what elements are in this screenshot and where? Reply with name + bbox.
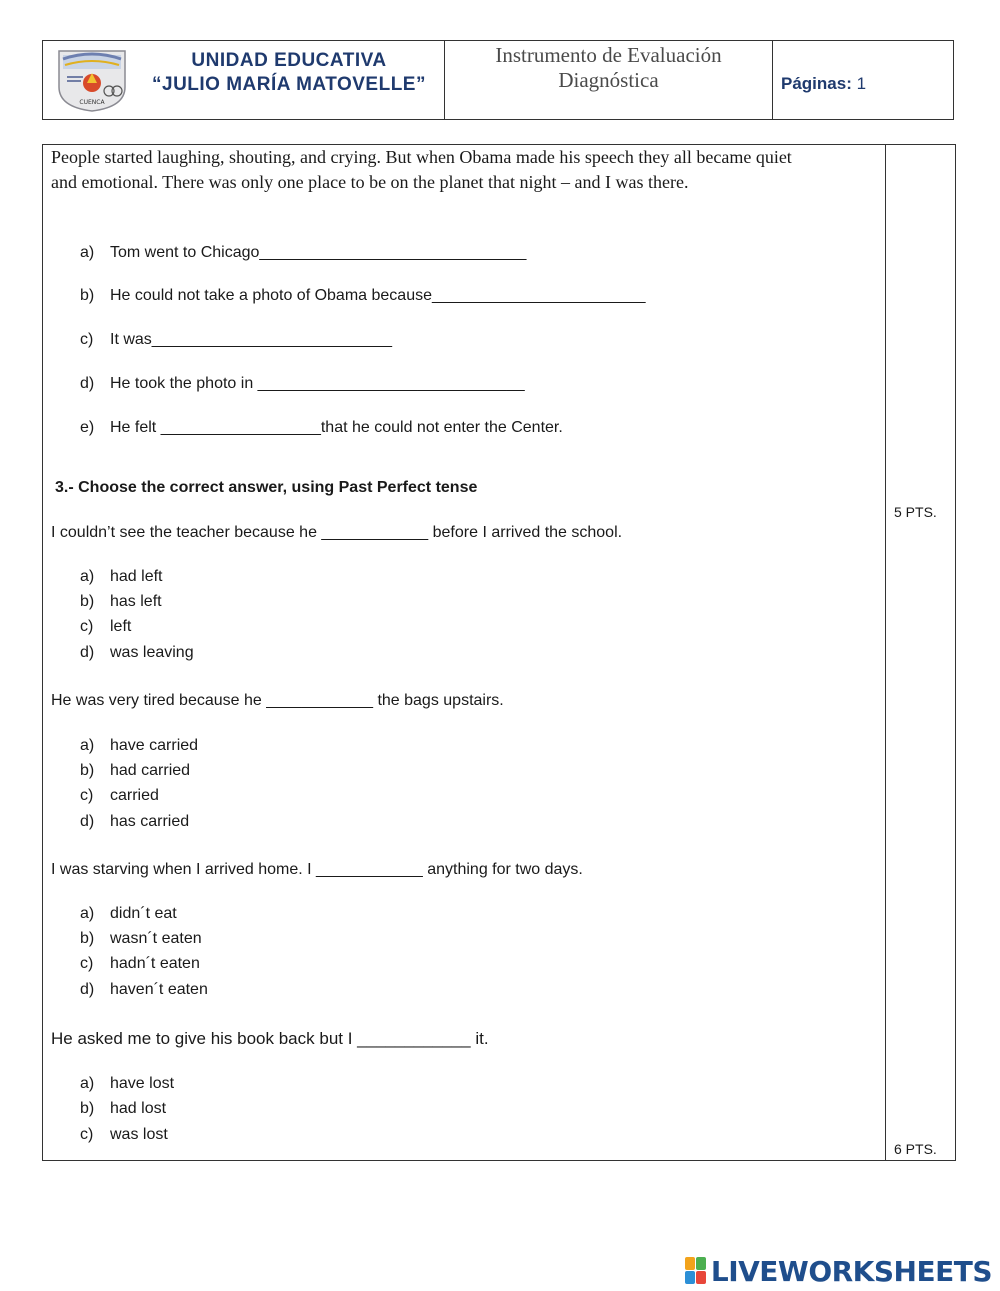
option-item <box>80 787 159 805</box>
option-label: d) <box>80 644 95 661</box>
option-label: c) <box>80 618 94 635</box>
option-label: a) <box>80 905 95 922</box>
option-label: a) <box>80 737 95 754</box>
option-item <box>80 1075 174 1093</box>
option-item <box>80 930 202 948</box>
q2-stem: He was very tired because he ____________ the bags upstairs. <box>51 692 504 709</box>
question-text: It was___________________________ <box>110 331 393 348</box>
reading-line-1: People started laughing, shouting, and crying. But when Obama made his speech they all became quiet <box>51 147 792 167</box>
option-label: c) <box>80 1126 94 1143</box>
option-text: hadn´t eaten <box>110 955 200 972</box>
question-label: a) <box>80 244 95 261</box>
option-text: didn´t eat <box>110 905 177 922</box>
option-text: has left <box>110 593 162 610</box>
option-item <box>80 955 200 973</box>
question-label: c) <box>80 331 94 348</box>
question-label: e) <box>80 419 95 436</box>
points-section3: 6 PTS. <box>894 1141 937 1157</box>
question2-item <box>80 375 525 393</box>
question-label: b) <box>80 287 95 304</box>
q4-stem: He asked me to give his book back but I ____________ it. <box>51 1029 489 1048</box>
option-text: had left <box>110 568 163 585</box>
points-section2: 5 PTS. <box>894 504 937 520</box>
option-text: have carried <box>110 737 199 754</box>
pages-cell <box>773 41 955 119</box>
school-name-line2: “JULIO MARÍA MATOVELLE” <box>152 74 426 95</box>
logo-caption: CUENCA <box>79 99 105 106</box>
option-label: d) <box>80 981 95 998</box>
option-text: was lost <box>110 1126 168 1143</box>
option-label: a) <box>80 1075 95 1092</box>
option-label: b) <box>80 930 95 947</box>
instrument-title-line2: Diagnóstica <box>558 68 659 92</box>
option-label: b) <box>80 762 95 779</box>
option-item <box>80 762 190 780</box>
option-text: had lost <box>110 1100 167 1117</box>
option-text: has carried <box>110 813 190 830</box>
pages-label: Páginas: <box>781 74 852 93</box>
reading-passage <box>51 145 881 195</box>
q3-stem: I was starving when I arrived home. I ____________ anything for two days. <box>51 861 583 878</box>
question2-item <box>80 419 563 437</box>
liveworksheets-logo-icon <box>685 1257 707 1285</box>
option-label: d) <box>80 813 95 830</box>
pages-indicator <box>781 74 866 94</box>
option-item <box>80 1100 166 1118</box>
question-text: He took the photo in ______________________________ <box>110 375 525 392</box>
question-text: He felt __________________that he could not enter the Center. <box>110 419 563 436</box>
option-item <box>80 737 198 755</box>
option-item <box>80 568 162 586</box>
option-item <box>80 618 131 636</box>
question2-item <box>80 287 646 305</box>
instrument-cell <box>445 41 773 119</box>
option-label: c) <box>80 955 94 972</box>
question-text: Tom went to Chicago______________________________ <box>110 244 527 261</box>
option-text: left <box>110 618 132 635</box>
school-name-line1: UNIDAD EDUCATIVA <box>191 50 387 71</box>
header-table <box>42 40 954 120</box>
option-label: c) <box>80 787 94 804</box>
option-item <box>80 813 189 831</box>
option-text: was leaving <box>110 644 194 661</box>
option-text: have lost <box>110 1075 175 1092</box>
option-text: haven´t eaten <box>110 981 208 998</box>
option-text: wasn´t eaten <box>110 930 202 947</box>
option-item <box>80 1126 168 1144</box>
option-item <box>80 593 162 611</box>
liveworksheets-brand-text: LIVEWORKSHEETS <box>710 1254 992 1288</box>
school-cell <box>43 41 445 119</box>
q1-stem: I couldn’t see the teacher because he ____________ before I arrived the school. <box>51 524 623 541</box>
option-label: a) <box>80 568 95 585</box>
option-text: carried <box>110 787 159 804</box>
reading-line-2: and emotional. There was only one place to be on the planet that night – and I was there. <box>51 172 689 192</box>
pages-value: 1 <box>856 74 867 93</box>
option-item <box>80 981 208 999</box>
option-item <box>80 644 194 662</box>
liveworksheets-brand[interactable] <box>685 1254 992 1288</box>
option-item <box>80 905 177 923</box>
option-label: b) <box>80 593 95 610</box>
question-label: d) <box>80 375 95 392</box>
points-column-divider <box>885 145 886 1160</box>
question-text: He could not take a photo of Obama because________________________ <box>110 287 646 304</box>
instrument-title-line1: Instrumento de Evaluación <box>495 43 722 67</box>
question2-item <box>80 244 526 262</box>
option-label: b) <box>80 1100 95 1117</box>
option-text: had carried <box>110 762 191 779</box>
school-logo-icon <box>53 47 131 113</box>
question2-item <box>80 331 392 349</box>
section3-title: 3.- Choose the correct answer, using Past Perfect tense <box>55 479 478 496</box>
